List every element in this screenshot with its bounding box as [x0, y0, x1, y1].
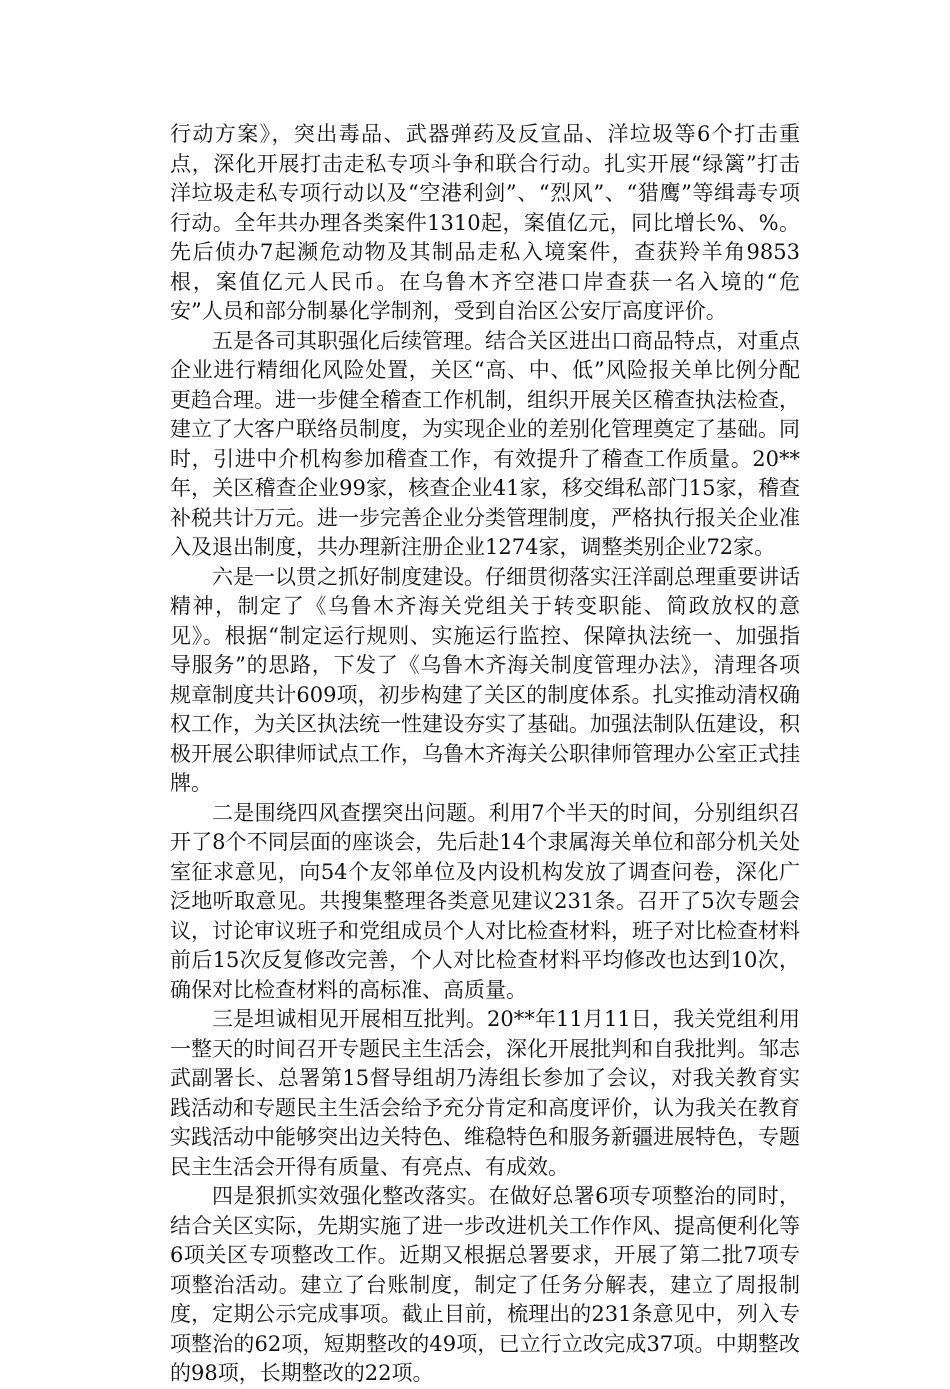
paragraph-anti-smuggling-actions: 行动方案》，突出毒品、武器弹药及反宣品、洋垃圾等6个打击重点，深化开展打击走私专项斗争和联合行动。扎实开展“绿篱”打击洋垃圾走私专项行动以及“空港利剑”、“烈风”、“猎鹰”等缉毒专项行动。全年共办理各类案件1310起，案值亿元，同比增长%、%。先后侦办7起濒危动物及其制品走私入境案件，查获羚羊角9853根，案值亿元人民币。在乌鲁木齐空港口岸查获一名入境的“危安”人员和部分制暴化学制剂，受到自治区公安厅高度评价。 — [170, 122, 800, 323]
paragraph-mutual-criticism: 三是坦诚相见开展相互批判。20**年11月11日，我关党组利用一整天的时间召开专题民主生活会，深化开展批判和自我批判。邹志武副署长、总署第15督导组胡乃涛组长参加了会议，对我关教育实践活动和专题民主生活会给予充分肯定和高度评价，认为我关在教育实践活动中能够突出边关特色、维稳特色和服务新疆进展特色，专题民主生活会开得有质量、有亮点、有成效。 — [170, 1007, 800, 1179]
paragraph-rectification: 四是狠抓实效强化整改落实。在做好总署6项专项整治的同时，结合关区实际，先期实施了进一步改进机关工作作风、提高便利化等6项关区专项整改工作。近期又根据总署要求，开展了第二批7项专项整治活动。建立了台账制度，制定了任务分解表，建立了周报制度，定期公示完成事项。截止目前，梳理出的231条意见中，列入专项整治的62项，短期整改的49项，已立行立改完成37项。中期整改的98项，长期整改的22项。 — [170, 1184, 800, 1385]
paragraph-four-winds-problems: 二是围绕四风查摆突出问题。利用7个半天的时间，分别组织召开了8个不同层面的座谈会，先后赴14个隶属海关单位和部分机关处室征求意见，向54个友邻单位及内设机构发放了调查问卷，深化广泛地听取意见。共搜集整理各类意见建议231条。召开了5次专题会议，讨论审议班子和党组成员个人对比检查材料，班子对比检查材料前后15次反复修改完善，个人对比检查材料平均修改也达到10次，确保对比检查材料的高标准、高质量。 — [170, 800, 800, 1002]
paragraph-follow-up-management: 五是各司其职强化后续管理。结合关区进出口商品特点，对重点企业进行精细化风险处置，关区“高、中、低”风险报关单比例分配更趋合理。进一步健全稽查工作机制，组织开展关区稽查执法检查，建立了大客户联络员制度，为实现企业的差别化管理奠定了基础。同时，引进中介机构参加稽查工作，有效提升了稽查工作质量。20**年，关区稽查企业99家，核查企业41家，移交缉私部门15家，稽查补税共计万元。进一步完善企业分类管理制度，严格执行报关企业准入及退出制度，共办理新注册企业1274家，调整类别企业72家。 — [170, 328, 800, 559]
document-body — [170, 120, 800, 1389]
paragraph-institution-building: 六是一以贯之抓好制度建设。仔细贯彻落实汪洋副总理重要讲话精神，制定了《乌鲁木齐海关党组关于转变职能、简政放权的意见》。根据“制定运行规则、实施运行监控、保障执法统一、加强指导服务”的思路，下发了《乌鲁木齐海关制度管理办法》，清理各项规章制度共计609项，初步构建了关区的制度体系。扎实推动清权确权工作，为关区执法统一性建设夯实了基础。加强法制队伍建设，积极开展公职律师试点工作，乌鲁木齐海关公职律师管理办公室正式挂牌。 — [170, 564, 800, 795]
